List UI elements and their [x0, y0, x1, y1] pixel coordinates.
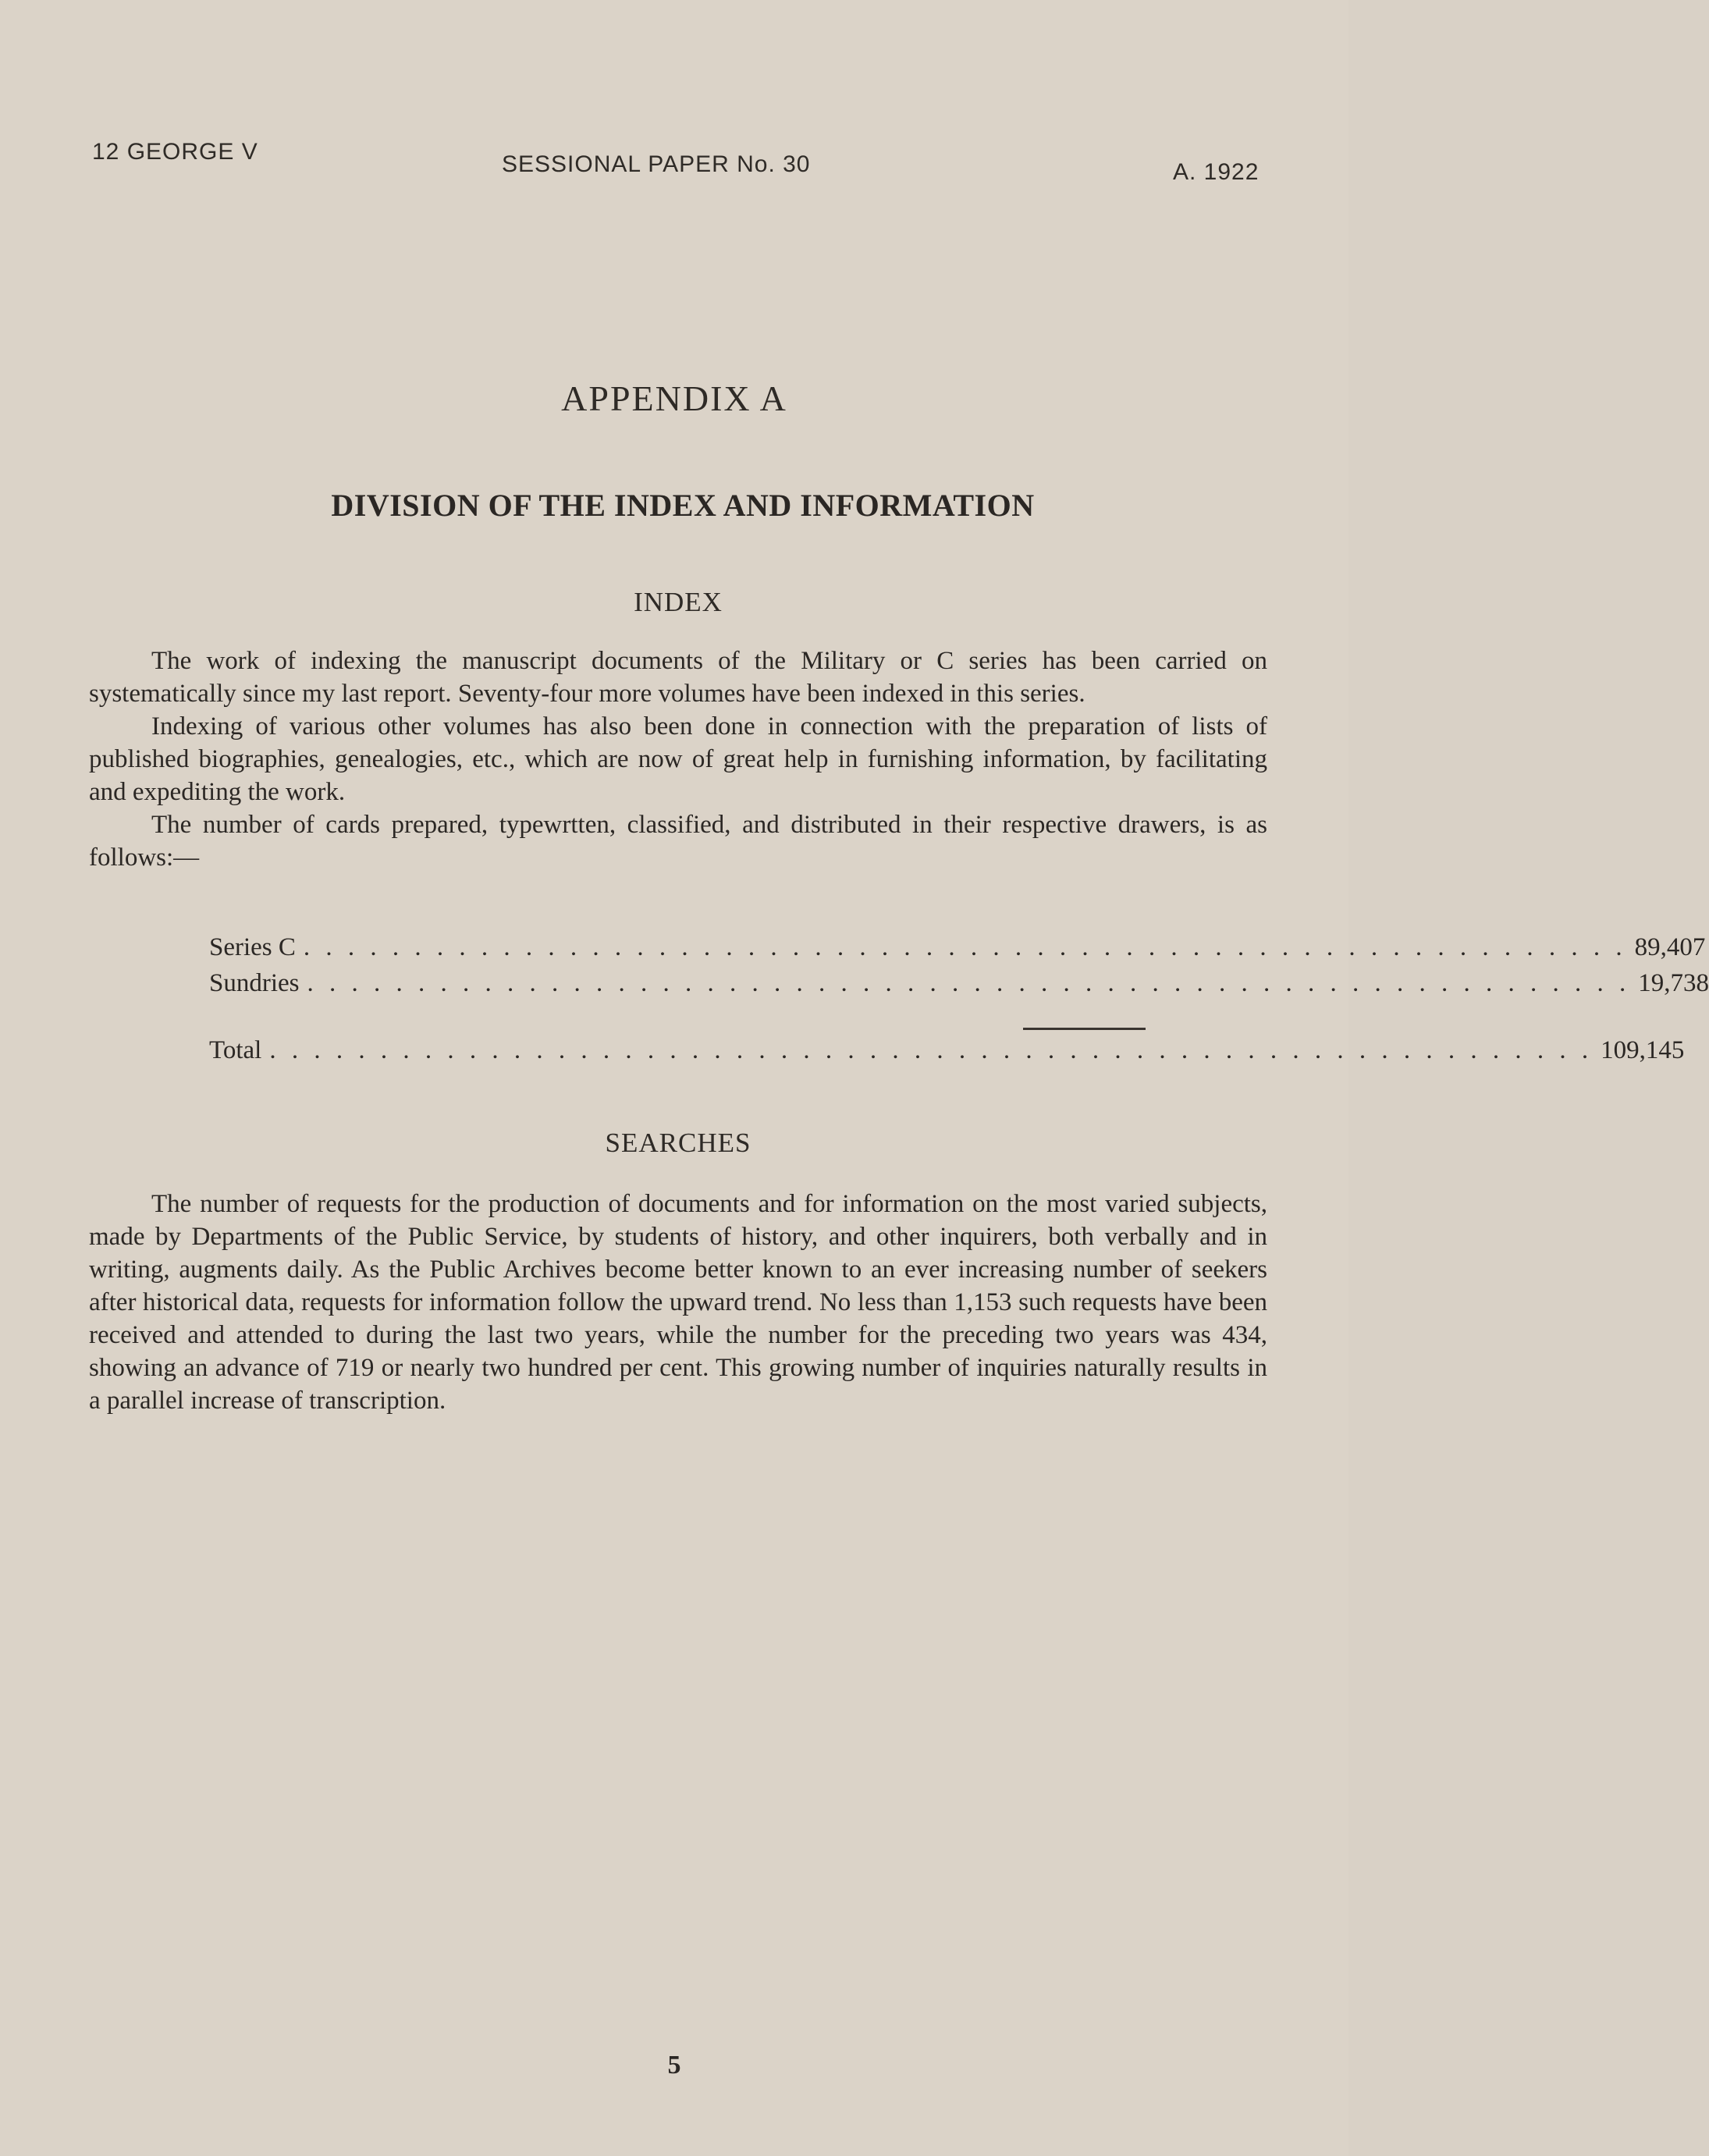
tally-value-total: 109,145	[1601, 1036, 1685, 1064]
running-head-right: A. 1922	[1173, 159, 1260, 185]
index-section-body	[89, 645, 1267, 874]
tally-row-total	[209, 1036, 1685, 1072]
tally-row-series	[209, 933, 1706, 969]
searches-heading: SEARCHES	[605, 1128, 751, 1158]
page-number: 5	[667, 2051, 681, 2080]
division-title: DIVISION OF THE INDEX AND INFORMATION	[331, 488, 1035, 523]
index-heading: INDEX	[634, 587, 723, 617]
tally-row-sundries	[209, 969, 1709, 1005]
appendix-title: APPENDIX A	[561, 378, 787, 418]
searches-section-body	[89, 1188, 1267, 1417]
dot-leader: . . . . . . . . . . . . . . . . . . . . . . . . . . . . . . . . . . . . . . . . . . . . . . . . . . . . . . . . . . . .	[303, 933, 1627, 961]
index-paragraph-1: The work of indexing the manuscript documents of the Military or C series has been carried on systematically since my last report. Seventy-four more volumes have been indexed in this series.	[89, 647, 1267, 708]
index-paragraph-3: The number of cards prepared, typewrtten, classified, and distributed in their respective drawers, is as follows:—	[89, 811, 1267, 872]
tally-label-series: Series C	[209, 933, 296, 961]
sum-rule	[1023, 1028, 1146, 1030]
searches-paragraph-1: The number of requests for the production of documents and for information on the most varied subjects, made by Departments of the Public Service, by students of history, and other inquirers, both verbally and in writing, augments daily. As the Public Archives become better known to an ever increasing number of seekers after historical data, requests for information follow the upward trend. No less than 1,153 such requests have been received and attended to during the last two years, while the number for the preceding two years was 434, showing an advance of 719 or nearly two hundred per cent. This growing number of inquiries naturally results in a parallel increase of transcription.	[89, 1190, 1267, 1415]
index-paragraph-2: Indexing of various other volumes has also been done in connection with the preparation of lists of published biographies, genealogies, etc., which are now of great help in furnishing information, by facilitating and expediting the work.	[89, 712, 1267, 806]
running-head-center: SESSIONAL PAPER No. 30	[502, 151, 811, 177]
running-head-left: 12 GEORGE V	[92, 139, 258, 165]
tally-value-series: 89,407	[1634, 933, 1706, 961]
tally-label-sundries: Sundries	[209, 969, 300, 997]
dot-leader: . . . . . . . . . . . . . . . . . . . . . . . . . . . . . . . . . . . . . . . . . . . . . . . . . . . . . . . . . . . .	[307, 969, 1631, 997]
tally-value-sundries: 19,738	[1638, 969, 1709, 997]
tally-label-total: Total	[209, 1036, 262, 1064]
dot-leader: . . . . . . . . . . . . . . . . . . . . . . . . . . . . . . . . . . . . . . . . . . . . . . . . . . . . . . . . . . . .	[269, 1036, 1594, 1064]
